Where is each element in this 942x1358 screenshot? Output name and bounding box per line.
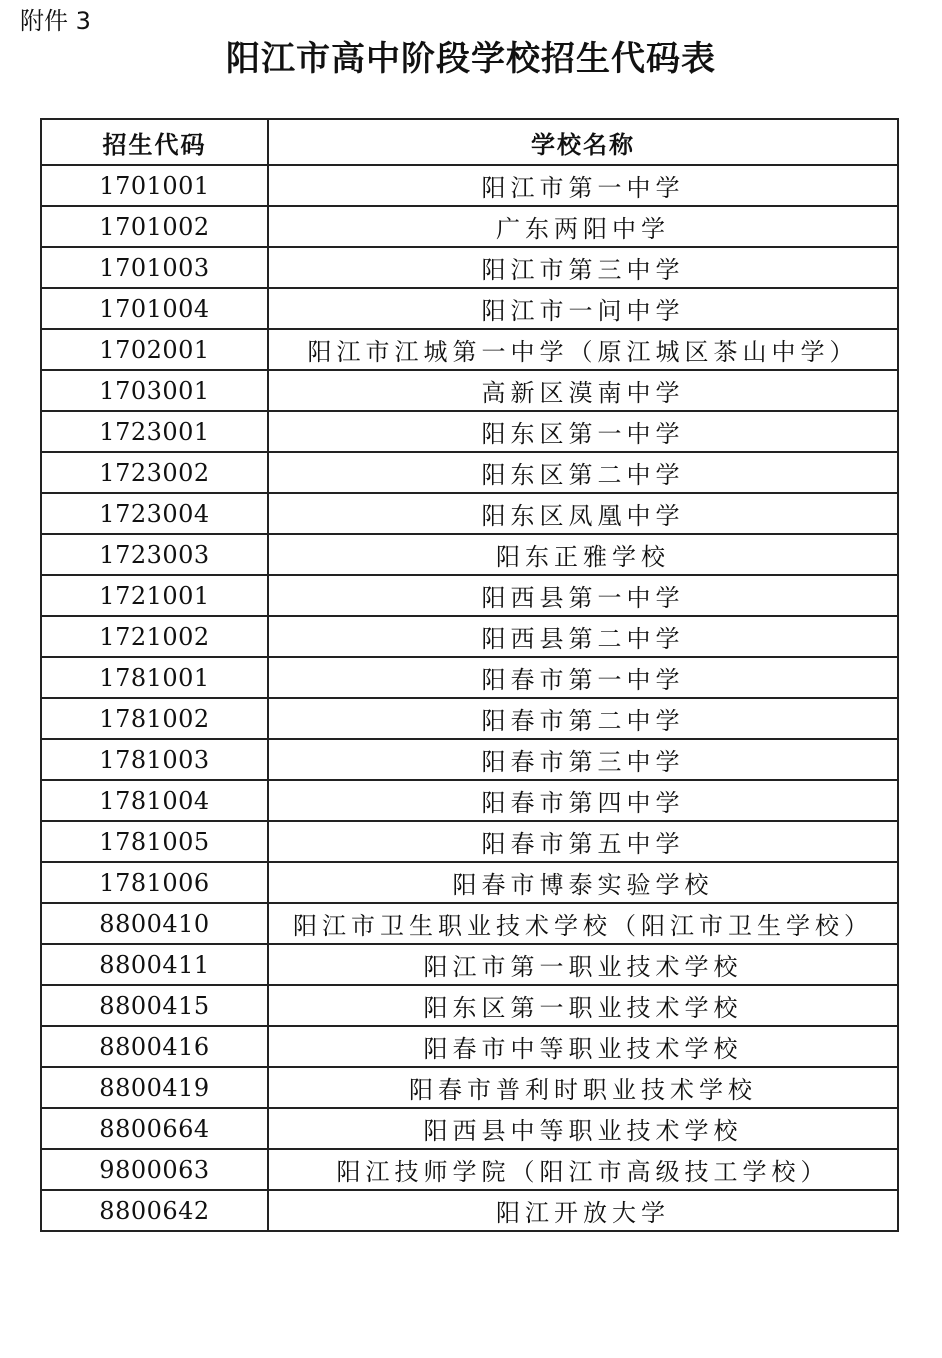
school-name-cell: 阳春市第五中学 xyxy=(268,821,898,862)
table-row xyxy=(41,1190,898,1231)
school-name-cell: 阳江市第一职业技术学校 xyxy=(268,944,898,985)
enrollment-code-table xyxy=(40,118,899,1232)
enrollment-code-cell: 8800410 xyxy=(41,903,268,944)
table-row xyxy=(41,329,898,370)
school-name-cell: 阳江市第三中学 xyxy=(268,247,898,288)
enrollment-code-cell: 1702001 xyxy=(41,329,268,370)
school-name-cell: 阳江开放大学 xyxy=(268,1190,898,1231)
school-name-cell: 阳江技师学院（阳江市高级技工学校） xyxy=(268,1149,898,1190)
table-row xyxy=(41,657,898,698)
school-name-cell: 广东两阳中学 xyxy=(268,206,898,247)
table-row xyxy=(41,903,898,944)
table-row xyxy=(41,206,898,247)
table-row xyxy=(41,411,898,452)
table-row xyxy=(41,534,898,575)
enrollment-code-cell: 1723001 xyxy=(41,411,268,452)
school-name-cell: 阳东区第二中学 xyxy=(268,452,898,493)
table-row xyxy=(41,1108,898,1149)
school-name-cell: 阳春市第三中学 xyxy=(268,739,898,780)
enrollment-code-cell: 1701002 xyxy=(41,206,268,247)
school-name-cell: 阳西县第一中学 xyxy=(268,575,898,616)
enrollment-code-cell: 8800642 xyxy=(41,1190,268,1231)
table-row xyxy=(41,1026,898,1067)
table-header-row xyxy=(41,119,898,165)
document-title: 阳江市高中阶段学校招生代码表 xyxy=(226,39,716,79)
table-row xyxy=(41,247,898,288)
school-name-cell: 阳春市普利时职业技术学校 xyxy=(268,1067,898,1108)
enrollment-code-cell: 1723004 xyxy=(41,493,268,534)
enrollment-code-cell: 8800419 xyxy=(41,1067,268,1108)
school-name-cell: 阳东区第一职业技术学校 xyxy=(268,985,898,1026)
enrollment-code-cell: 1703001 xyxy=(41,370,268,411)
table-row xyxy=(41,1149,898,1190)
header-code: 招生代码 xyxy=(41,119,268,165)
school-name-cell: 阳江市第一中学 xyxy=(268,165,898,206)
enrollment-code-cell: 1723002 xyxy=(41,452,268,493)
enrollment-code-cell: 1781006 xyxy=(41,862,268,903)
school-name-cell: 阳春市第二中学 xyxy=(268,698,898,739)
table-row xyxy=(41,739,898,780)
table-row xyxy=(41,862,898,903)
school-name-cell: 高新区漠南中学 xyxy=(268,370,898,411)
enrollment-code-cell: 8800415 xyxy=(41,985,268,1026)
enrollment-code-cell: 1701001 xyxy=(41,165,268,206)
table-row xyxy=(41,370,898,411)
enrollment-code-cell: 1781002 xyxy=(41,698,268,739)
enrollment-code-cell: 1781003 xyxy=(41,739,268,780)
table-row xyxy=(41,493,898,534)
school-name-cell: 阳西县中等职业技术学校 xyxy=(268,1108,898,1149)
table-row xyxy=(41,616,898,657)
school-name-cell: 阳春市中等职业技术学校 xyxy=(268,1026,898,1067)
table-row xyxy=(41,165,898,206)
table-row xyxy=(41,575,898,616)
school-name-cell: 阳春市第四中学 xyxy=(268,780,898,821)
table-row xyxy=(41,944,898,985)
school-name-cell: 阳江市一问中学 xyxy=(268,288,898,329)
school-name-cell: 阳西县第二中学 xyxy=(268,616,898,657)
table-row xyxy=(41,821,898,862)
table-row xyxy=(41,780,898,821)
table-row xyxy=(41,1067,898,1108)
enrollment-code-cell: 1721001 xyxy=(41,575,268,616)
attachment-label: 附件 3 xyxy=(20,7,91,35)
enrollment-code-cell: 1781005 xyxy=(41,821,268,862)
enrollment-code-cell: 1721002 xyxy=(41,616,268,657)
table-row xyxy=(41,698,898,739)
table-body xyxy=(41,165,898,1231)
header-school-name: 学校名称 xyxy=(268,119,898,165)
school-name-cell: 阳江市卫生职业技术学校（阳江市卫生学校） xyxy=(268,903,898,944)
school-name-cell: 阳东区凤凰中学 xyxy=(268,493,898,534)
enrollment-code-cell: 8800664 xyxy=(41,1108,268,1149)
table-row xyxy=(41,985,898,1026)
table-row xyxy=(41,288,898,329)
enrollment-code-cell: 9800063 xyxy=(41,1149,268,1190)
enrollment-code-cell: 1781004 xyxy=(41,780,268,821)
school-name-cell: 阳春市博泰实验学校 xyxy=(268,862,898,903)
enrollment-code-cell: 1723003 xyxy=(41,534,268,575)
table-row xyxy=(41,452,898,493)
enrollment-code-cell: 8800411 xyxy=(41,944,268,985)
school-name-cell: 阳东区第一中学 xyxy=(268,411,898,452)
enrollment-code-cell: 1701004 xyxy=(41,288,268,329)
school-name-cell: 阳江市江城第一中学（原江城区茶山中学） xyxy=(268,329,898,370)
enrollment-code-cell: 8800416 xyxy=(41,1026,268,1067)
school-name-cell: 阳东正雅学校 xyxy=(268,534,898,575)
school-name-cell: 阳春市第一中学 xyxy=(268,657,898,698)
enrollment-code-cell: 1701003 xyxy=(41,247,268,288)
enrollment-code-cell: 1781001 xyxy=(41,657,268,698)
